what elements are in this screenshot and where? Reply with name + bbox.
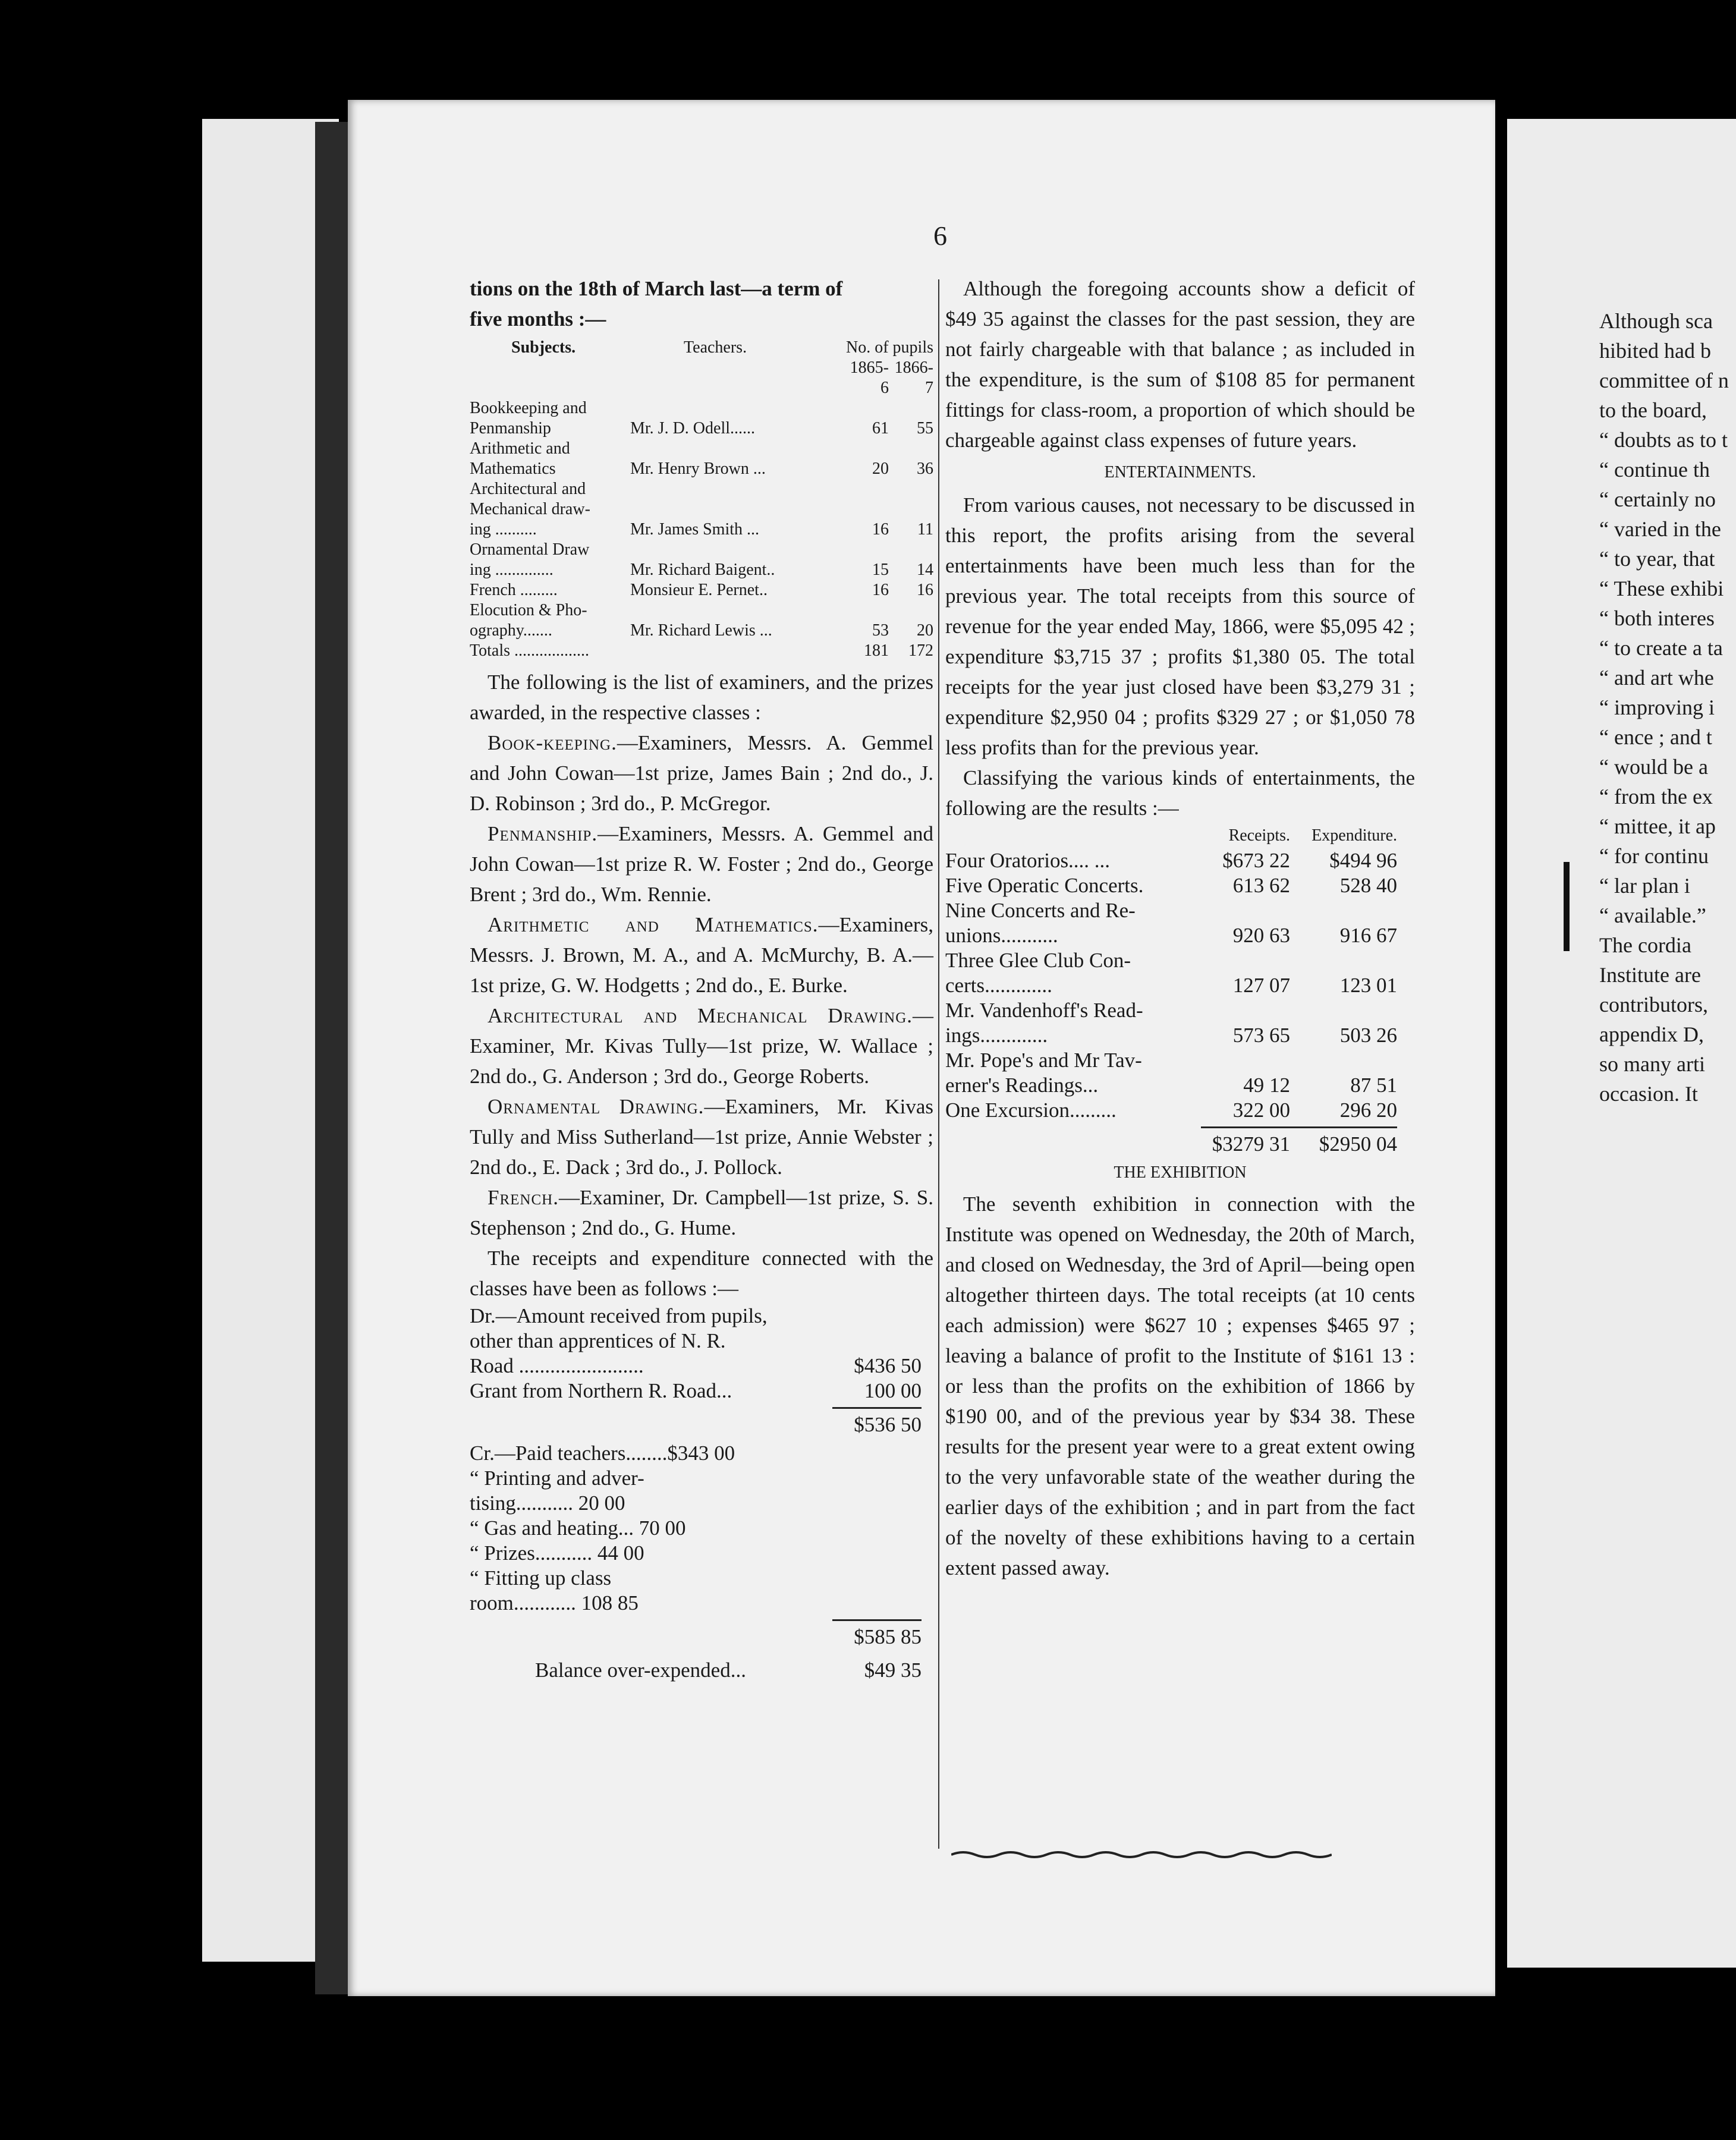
credit-line-value [832, 1466, 922, 1491]
entertainment-receipts: 920 63 [1232, 924, 1290, 947]
debit-line-value: $436 50 [854, 1354, 922, 1377]
entertainment-expenditure: 503 26 [1339, 1024, 1397, 1047]
intro-line-2: five months :— [470, 307, 606, 331]
table-cell-pupils-1865: 53 [872, 621, 889, 640]
table-cell-pupils-1866 [889, 439, 933, 459]
receipts-column-header: Receipts. [1228, 826, 1290, 845]
table-cell-subject: Elocution & Pho- [470, 601, 587, 619]
deficit-paragraph: Although the foregoing accounts show a deficit of $49 35 against the classes for the past session, they are not fairly chargeable with that balance ; as included in the expenditure, is the sum of $108 85 for permanent fittings for class-room, a proportion of which should be chargeable against class expenses of future years. [945, 277, 1415, 452]
table-cell-pupils-1866: 172 [908, 641, 933, 660]
expenditure-column-header: Expenditure. [1312, 826, 1397, 845]
entertainment-expenditure [1290, 898, 1397, 923]
entertainment-receipts: 322 00 [1232, 1099, 1290, 1122]
debit-line-label: Road ........................ [470, 1354, 644, 1377]
table-cell-subject: ing .............. [470, 561, 553, 579]
credit-line-label: “ Gas and heating... 70 00 [470, 1516, 686, 1540]
table-cell-subject: Architectural and [470, 480, 586, 498]
table-cell-pupils-1866 [889, 600, 933, 621]
next-page-line: “ continue th [1599, 458, 1710, 482]
receipts-intro: The receipts and expenditure connected with the classes have been as follows :— [470, 1247, 933, 1300]
book-binding-edge [315, 122, 351, 1994]
table-cell-pupils-1866: 16 [917, 581, 933, 599]
next-page-line: “ mittee, it ap [1599, 814, 1716, 838]
prize-text: —Examiners, Messrs. A. Gemmel and John Cowan—1st prize R. W. Foster ; 2nd do., George Brent ; 3rd do., Wm. Rennie. [470, 822, 933, 906]
prize-text: —Examiner, Mr. Kivas Tully—1st prize, W. Wallace ; 2nd do., G. Anderson ; 3rd do., George Roberts. [470, 1004, 933, 1088]
credit-line-label: “ Fitting up class [470, 1566, 612, 1590]
prize-bookkeeping [470, 728, 933, 819]
table-cell-subject: Ornamental Draw [470, 540, 590, 559]
table-cell-subject: Totals .................. [470, 641, 590, 660]
next-page-line: so many arti [1599, 1052, 1705, 1076]
next-page-line: “ doubts as to t [1599, 428, 1728, 452]
prize-ornamental [470, 1091, 933, 1182]
credit-line-value [832, 1541, 922, 1566]
table-cell-pupils-1866 [889, 540, 933, 560]
right-column [945, 273, 1415, 1583]
table-header-year-2: 1866-7 [894, 358, 933, 397]
entertainment-expenditure [1290, 948, 1397, 973]
next-page-line: “ from the ex [1599, 785, 1713, 808]
credit-line-label: “ Printing and adver- [470, 1466, 644, 1490]
entertainment-receipts: $673 22 [1222, 849, 1290, 872]
table-cell-pupils-1865 [844, 439, 889, 459]
entertainment-label: certs............. [945, 974, 1052, 997]
table-cell-pupils-1865 [844, 600, 889, 621]
entertainments-table [945, 848, 1415, 1123]
table-cell-pupils-1865: 15 [872, 561, 889, 579]
prize-heading: Arithmetic and Mathematics. [488, 913, 819, 936]
next-page-text [1599, 306, 1729, 1109]
prize-text: —Examiners, Messrs. J. Brown, M. A., and A. McMurchy, B. A.—1st prize, G. W. Hodgetts ; 2nd do., E. Burke. [470, 913, 933, 997]
entertainment-receipts [1201, 1048, 1290, 1073]
table-cell-teacher [630, 600, 844, 621]
credit-account [470, 1441, 933, 1616]
table-cell-teacher [630, 499, 844, 520]
table-cell-pupils-1865: 181 [864, 641, 889, 660]
entertainment-label: One Excursion......... [945, 1099, 1117, 1122]
entertainment-receipts: 573 65 [1232, 1024, 1290, 1047]
table-cell-subject: French ......... [470, 581, 558, 599]
entertainment-label: Four Oratorios.... ... [945, 849, 1111, 872]
entertainment-label: Nine Concerts and Re- [945, 899, 1136, 922]
entertainment-receipts [1201, 898, 1290, 923]
balance-value: $49 35 [864, 1658, 922, 1682]
next-page-line: “ both interes [1599, 606, 1715, 630]
table-cell-subject: Bookkeeping and [470, 399, 587, 417]
table-cell-teacher: Mr. Richard Lewis ... [630, 621, 772, 640]
next-page-line: hibited had b [1599, 339, 1711, 363]
table-cell-pupils-1866 [889, 479, 933, 499]
margin-mark [1564, 862, 1570, 951]
left-column [470, 273, 933, 1683]
next-page-line: “ for continu [1599, 844, 1709, 868]
entertainment-receipts: 49 12 [1243, 1074, 1290, 1097]
table-cell-pupils-1866: 55 [917, 419, 933, 438]
prize-text: —Examiners, Messrs. A. Gemmel and John Cowan—1st prize, James Bain ; 2nd do., J. D. Robinson ; 3rd do., P. McGregor. [470, 731, 933, 815]
table-cell-pupils-1866 [889, 398, 933, 418]
entertainment-label: unions........... [945, 924, 1058, 947]
classifying-paragraph: Classifying the various kinds of entertainments, the following are the results :— [945, 766, 1415, 820]
entertainment-expenditure [1290, 1048, 1397, 1073]
credit-line-label: “ Prizes........... 44 00 [470, 1541, 644, 1565]
next-page-line: “ These exhibi [1599, 577, 1724, 600]
intro-line: tions on the 18th of March last—a term of [470, 277, 843, 300]
table-cell-pupils-1865 [844, 499, 889, 520]
entertainment-label: Mr. Pope's and Mr Tav- [945, 1049, 1142, 1072]
receipts-total: $3279 31 [1212, 1132, 1290, 1156]
debit-line-label: Grant from Northern R. Road... [470, 1379, 732, 1402]
table-cell-subject: Penmanship [470, 419, 551, 438]
table-cell-teacher [630, 641, 844, 661]
table-cell-teacher: Mr. J. D. Odell...... [630, 419, 755, 438]
next-page-line: “ would be a [1599, 755, 1708, 779]
table-cell-pupils-1866: 11 [917, 520, 933, 539]
credit-line-value [832, 1441, 922, 1466]
entertainment-receipts [1201, 948, 1290, 973]
table-cell-subject: ing .......... [470, 520, 537, 539]
class-table-rows [470, 398, 933, 661]
next-page-line: “ improving i [1599, 696, 1715, 719]
balance-row [470, 1658, 933, 1683]
handwritten-underline [951, 1849, 1332, 1861]
table-cell-pupils-1866: 36 [917, 460, 933, 478]
table-cell-teacher [630, 540, 844, 560]
prize-french [470, 1182, 933, 1243]
next-page-line: “ to year, that [1599, 547, 1715, 571]
credit-line-value [832, 1516, 922, 1541]
next-page-line: “ lar plan i [1599, 874, 1690, 898]
class-table [470, 338, 933, 398]
table-cell-pupils-1865: 20 [872, 460, 889, 478]
debit-total-row [470, 1403, 933, 1437]
entertainment-expenditure: 87 51 [1350, 1074, 1397, 1097]
expenditure-total: $2950 04 [1319, 1132, 1397, 1156]
entertainment-expenditure: 123 01 [1339, 974, 1397, 997]
table-cell-teacher [630, 439, 844, 459]
page-number: 6 [933, 221, 947, 251]
entertainment-expenditure: $494 96 [1329, 849, 1397, 872]
table-cell-pupils-1865 [844, 540, 889, 560]
debit-line-label: other than apprentices of N. R. [470, 1329, 726, 1352]
debit-account [470, 1304, 933, 1403]
debit-line-value: 100 00 [864, 1379, 922, 1402]
prize-heading: Architectural and Mechanical Drawing. [488, 1004, 913, 1027]
next-page-line: Institute are [1599, 963, 1701, 987]
next-page-line: to the board, [1599, 398, 1707, 422]
prize-arithmetic [470, 910, 933, 1000]
exhibition-paragraph: The seventh exhibition in connection with the Institute was opened on Wednesday, the 20th of March, and closed on Wednesday, the 3rd of April—being open altogether thirteen days. The total receipts (at 10 cents each admission) were $627 10 ; expenses $465 97 ; leaving a balance of profit to the Institute of $161 13 : or less than the profits on the exhibition of 1866 by $190 00, and of the previous year by $34 38. These results for the present year were to a great extent owing to the very unfavorable state of the weather during the earlier days of the exhibition ; and in part from the fact of the novelty of these exhibitions having to a certain extent passed away. [945, 1192, 1415, 1579]
debit-line-value [832, 1329, 922, 1354]
prize-text: —Examiners, Mr. Kivas Tully and Miss Sutherland—1st prize, Annie Webster ; 2nd do., E. Dack ; 3rd do., J. Pollock. [470, 1095, 933, 1179]
table-cell-pupils-1865 [844, 398, 889, 418]
next-page-line: “ varied in the [1599, 517, 1721, 541]
table-cell-teacher: Mr. Richard Baigent.. [630, 561, 775, 579]
entertainment-expenditure: 528 40 [1339, 874, 1397, 897]
table-cell-subject: Arithmetic and [470, 439, 570, 458]
table-cell-teacher: Mr. James Smith ... [630, 520, 760, 539]
next-page-line: “ available.” [1599, 904, 1706, 927]
next-page-line: occasion. It [1599, 1082, 1698, 1106]
debit-line-label: Dr.—Amount received from pupils, [470, 1304, 768, 1327]
table-cell-teacher [630, 398, 844, 418]
entertainments-table-header [945, 823, 1415, 848]
prize-heading: Book-keeping. [488, 731, 617, 754]
next-page-line: committee of n [1599, 369, 1729, 392]
entertainments-paragraph: From various causes, not necessary to be discussed in this report, the profits arising from the several entertainments have been much less than for the previous year. The total receipts from this source of revenue for the year ended May, 1866, were $5,095 42 ; expenditure $3,715 37 ; profits $1,380 05. The total receipts for the year just closed have been $3,279 31 ; expenditure $2,950 04 ; profits $329 27 ; or $1,050 78 less profits than for the previous year. [945, 493, 1415, 759]
credit-total-row [470, 1616, 933, 1650]
next-page-line: Although sca [1599, 309, 1713, 333]
credit-line-label: tising........... 20 00 [470, 1491, 625, 1515]
next-page-line: “ certainly no [1599, 487, 1716, 511]
credit-line-value [832, 1591, 922, 1616]
table-cell-pupils-1866: 14 [917, 561, 933, 579]
exhibition-heading: THE EXHIBITION [1114, 1163, 1247, 1182]
table-header-pupils: No. of pupils [846, 338, 933, 357]
table-cell-pupils-1865 [844, 479, 889, 499]
entertainments-heading: ENTERTAINMENTS. [1104, 463, 1256, 482]
table-cell-subject: ography....... [470, 621, 552, 640]
next-page-line: The cordia [1599, 933, 1691, 957]
credit-total: $585 85 [854, 1625, 922, 1648]
credit-line-value [832, 1566, 922, 1591]
table-cell-teacher: Mr. Henry Brown ... [630, 460, 766, 478]
balance-label: Balance over-expended... [535, 1658, 746, 1682]
credit-line-label: Cr.—Paid teachers........$343 00 [470, 1442, 735, 1465]
entertainment-expenditure: 296 20 [1339, 1099, 1397, 1122]
prize-heading: Penmanship. [488, 822, 598, 845]
table-cell-pupils-1865: 16 [872, 581, 889, 599]
table-header-year-1: 1865-6 [850, 358, 889, 397]
prize-heading: French. [488, 1186, 559, 1209]
entertainment-expenditure: 916 67 [1339, 924, 1397, 947]
next-page-line: “ to create a ta [1599, 636, 1723, 660]
prizes-intro: The following is the list of examiners, and the prizes awarded, in the respective classes : [470, 671, 933, 724]
next-page-line: appendix D, [1599, 1022, 1704, 1046]
prize-architectural [470, 1000, 933, 1091]
next-page-line: contributors, [1599, 993, 1708, 1016]
prize-text: —Examiner, Dr. Campbell—1st prize, S. S. Stephenson ; 2nd do., G. Hume. [470, 1186, 933, 1239]
entertainment-receipts: 127 07 [1232, 974, 1290, 997]
table-cell-teacher [630, 479, 844, 499]
credit-line-value [832, 1491, 922, 1516]
entertainment-receipts [1201, 998, 1290, 1023]
table-cell-subject: Mechanical draw- [470, 500, 590, 518]
table-cell-pupils-1866: 20 [917, 621, 933, 640]
entertainment-receipts: 613 62 [1232, 874, 1290, 897]
next-page-line: “ and art whe [1599, 666, 1714, 690]
entertainment-label: Mr. Vandenhoff's Read- [945, 999, 1143, 1022]
next-page-line: “ ence ; and t [1599, 725, 1712, 749]
credit-line-label: room............ 108 85 [470, 1591, 639, 1615]
prize-penmanship [470, 819, 933, 910]
entertainment-label: Five Operatic Concerts. [945, 874, 1144, 897]
table-cell-teacher: Monsieur E. Pernet.. [630, 581, 768, 599]
table-header-subjects: Subjects. [511, 338, 576, 357]
table-cell-subject: Mathematics [470, 460, 556, 478]
table-cell-pupils-1866 [889, 499, 933, 520]
entertainment-label: ings............. [945, 1024, 1048, 1047]
entertainment-label: erner's Readings... [945, 1074, 1099, 1097]
entertainment-expenditure [1290, 998, 1397, 1023]
debit-line-value [832, 1304, 922, 1329]
table-cell-pupils-1865: 61 [872, 419, 889, 438]
column-divider [938, 279, 939, 1849]
debit-total: $536 50 [854, 1413, 922, 1436]
prize-heading: Ornamental Drawing. [488, 1095, 705, 1118]
table-header-teachers: Teachers. [684, 338, 747, 357]
table-cell-pupils-1865: 16 [872, 520, 889, 539]
entertainment-label: Three Glee Club Con- [945, 949, 1131, 972]
entertainments-totals [945, 1123, 1415, 1157]
